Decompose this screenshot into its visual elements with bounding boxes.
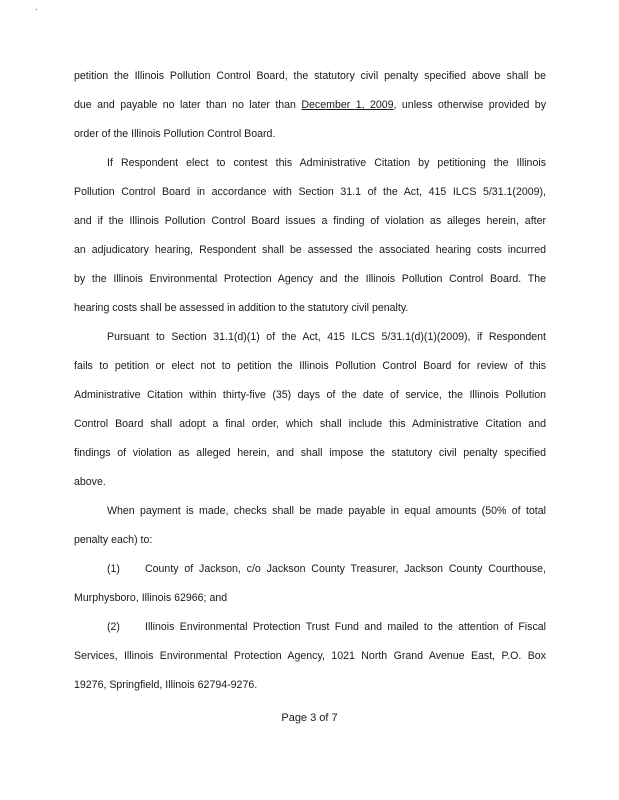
- paragraph-2-line-5: by the Illinois Environmental Protection Agency and the Illinois Pollution Control Board. The: [74, 273, 546, 285]
- paragraph-2-line-2: Pollution Control Board in accordance with Section 31.1 of the Act, 415 ILCS 5/31.1(2009),: [74, 186, 546, 198]
- page-number: Page 3 of 7: [281, 712, 338, 724]
- paragraph-3-line-6: above.: [74, 476, 106, 488]
- paragraph-1-line-2: [74, 99, 546, 111]
- paragraph-2-line-1: If Respondent elect to contest this Administrative Citation by petitioning the Illinois: [107, 157, 546, 169]
- item-2-line-3: 19276, Springfield, Illinois 62794-9276.: [74, 679, 258, 691]
- item-2-line-2: Services, Illinois Environmental Protection Agency, 1021 North Grand Avenue East, P.O. Box: [74, 650, 546, 662]
- line-2-before: due and payable no later than no later than: [74, 99, 302, 111]
- paragraph-3-line-2: fails to petition or elect not to petition the Illinois Pollution Control Board for review of this: [74, 360, 546, 372]
- paragraph-3-line-3: Administrative Citation within thirty-five (35) days of the date of service, the Illinois Pollution: [74, 389, 546, 401]
- item-1-line-1: County of Jackson, c/o Jackson County Treasurer, Jackson County Courthouse,: [145, 563, 546, 575]
- item-1-line-2: Murphysboro, Illinois 62966; and: [74, 592, 228, 604]
- paragraph-3-line-4: Control Board shall adopt a final order, which shall include this Administrative Citation and: [74, 418, 546, 430]
- paragraph-3-line-5: findings of violation as alleged herein, and shall impose the statutory civil penalty specified: [74, 447, 546, 459]
- paragraph-4-line-1: When payment is made, checks shall be made payable in equal amounts (50% of total: [107, 505, 546, 517]
- paragraph-2-line-6: hearing costs shall be assessed in addition to the statutory civil penalty.: [74, 302, 409, 314]
- item-2-number: (2): [107, 621, 120, 633]
- scan-speck: [36, 9, 37, 10]
- item-1-number: (1): [107, 563, 120, 575]
- paragraph-3-line-1: Pursuant to Section 31.1(d)(1) of the Act, 415 ILCS 5/31.1(d)(1)(2009), if Respondent: [107, 331, 546, 343]
- paragraph-2-line-4: an adjudicatory hearing, Respondent shall be assessed the associated hearing costs incurred: [74, 244, 546, 256]
- line-2-after: , unless otherwise provided by: [393, 99, 546, 111]
- paragraph-1-line-1: petition the Illinois Pollution Control Board, the statutory civil penalty specified above shall be: [74, 70, 546, 82]
- paragraph-4-line-2: penalty each) to:: [74, 534, 153, 546]
- item-2-line-1: Illinois Environmental Protection Trust Fund and mailed to the attention of Fiscal: [145, 621, 546, 633]
- paragraph-2-line-3: and if the Illinois Pollution Control Board issues a finding of violation as alleges herein, after: [74, 215, 546, 227]
- due-date: December 1, 2009: [301, 99, 394, 111]
- paragraph-1-line-3: order of the Illinois Pollution Control Board.: [74, 128, 276, 140]
